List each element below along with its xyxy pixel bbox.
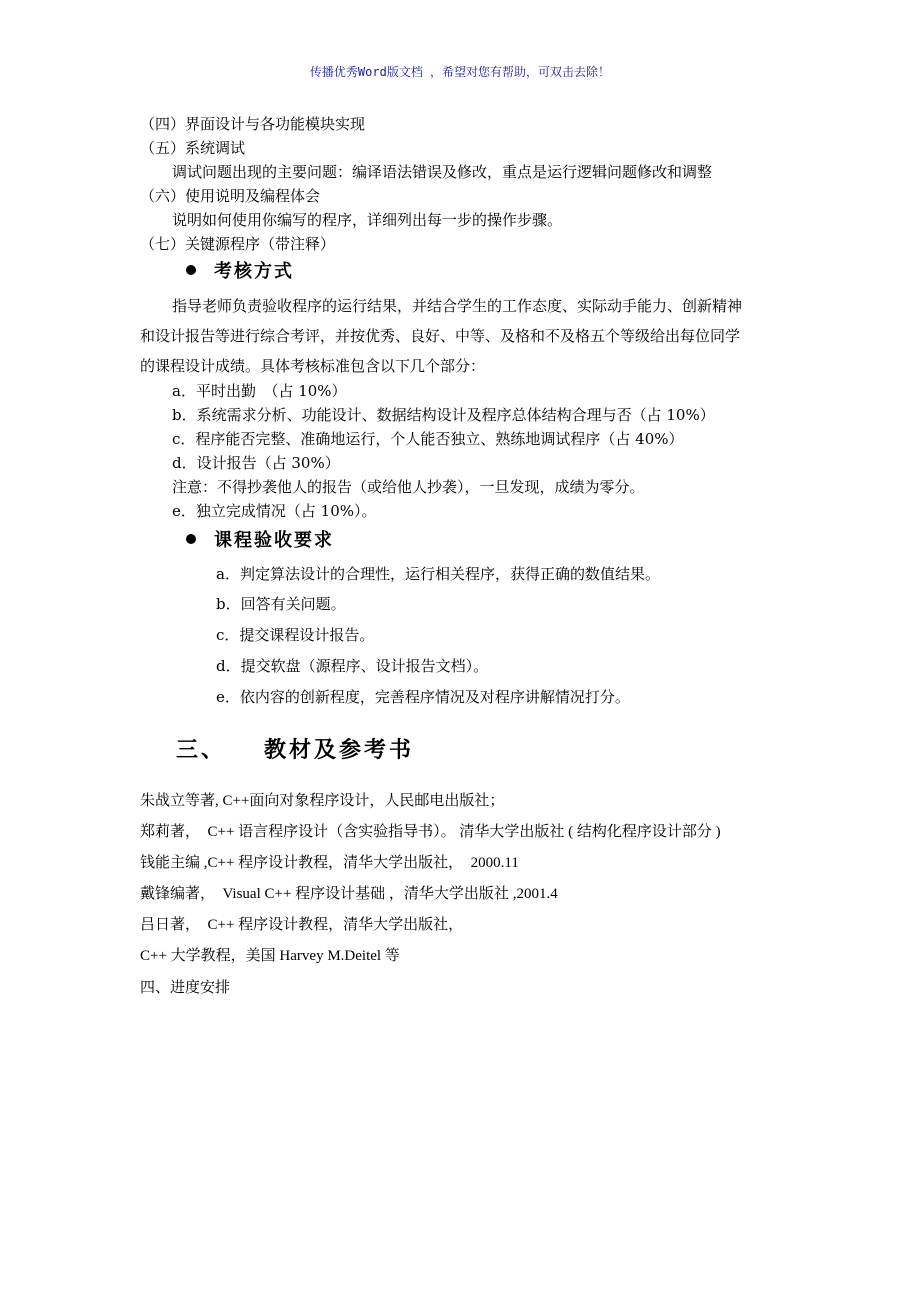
reference-item: 钱能主编 ,C++ 程序设计教程，清华大学出版社， 2000.11 bbox=[140, 855, 519, 871]
assessment-heading-text: 考核方式 bbox=[214, 261, 294, 282]
reference-item: 郑莉著， C++ 语言程序设计（含实验指导书）。 清华大学出版社 ( 结构化程序设计部分 ) bbox=[140, 824, 721, 840]
assessment-heading bbox=[186, 260, 294, 284]
assessment-paragraph-line-2: 和设计报告等进行综合考评，并按优秀、良好、中等、及格和不及格五个等级给出每位同学 bbox=[140, 327, 741, 345]
reference-item: C++ 大学教程，美国 Harvey M.Deitel 等 bbox=[140, 948, 400, 964]
bullet-dot-icon bbox=[186, 534, 196, 544]
reference-item: 朱战立等著, C++面向对象程序设计，人民邮电出版社； bbox=[140, 793, 505, 809]
reference-item: 吕日著， C++ 程序设计教程，清华大学出版社， bbox=[140, 917, 464, 933]
outline-item-5-desc: 调试问题出现的主要问题：编译语法错误及修改，重点是运行逻辑问题修改和调整 bbox=[172, 163, 713, 181]
assessment-note: 注意：不得抄袭他人的报告（或给他人抄袭），一旦发现，成绩为零分。 bbox=[172, 478, 645, 496]
section-3-number: 三、 bbox=[176, 737, 227, 763]
bullet-dot-icon bbox=[186, 265, 196, 275]
assessment-item: e．独立完成情况（占 10%）。 bbox=[172, 502, 377, 520]
assessment-item: d．设计报告（占 30%） bbox=[172, 454, 340, 472]
acceptance-heading bbox=[186, 529, 334, 553]
outline-item-6: （六）使用说明及编程体会 bbox=[140, 187, 321, 205]
section-3-title-text: 教材及参考书 bbox=[264, 737, 415, 763]
section-4-title: 四、进度安排 bbox=[140, 978, 231, 996]
acceptance-item: e．依内容的创新程度，完善程序情况及对程序讲解情况打分。 bbox=[216, 688, 630, 706]
outline-item-6-desc: 说明如何使用你编写的程序，详细列出每一步的操作步骤。 bbox=[172, 211, 563, 229]
acceptance-item: b．回答有关问题。 bbox=[216, 595, 346, 613]
assessment-item: a．平时出勤 （占 10%） bbox=[172, 382, 347, 400]
outline-item-5: （五）系统调试 bbox=[140, 139, 246, 157]
acceptance-item: d．提交软盘（源程序、设计报告文档）。 bbox=[216, 657, 489, 675]
acceptance-item: a．判定算法设计的合理性，运行相关程序，获得正确的数值结果。 bbox=[216, 565, 660, 583]
assessment-paragraph-line-1: 指导老师负责验收程序的运行结果，并结合学生的工作态度、实际动手能力、创新精神 bbox=[172, 297, 743, 315]
assessment-item: c．程序能否完整、准确地运行，个人能否独立、熟练地调试程序（占 40%） bbox=[172, 430, 684, 448]
acceptance-heading-text: 课程验收要求 bbox=[214, 530, 334, 551]
outline-item-7: （七）关键源程序（带注释） bbox=[140, 235, 336, 253]
acceptance-item: c．提交课程设计报告。 bbox=[216, 626, 375, 644]
assessment-paragraph-line-3: 的课程设计成绩。具体考核标准包含以下几个部分： bbox=[140, 357, 486, 375]
page-header-notice: 传播优秀Word版文档 ，希望对您有帮助，可双击去除！ bbox=[309, 65, 611, 79]
assessment-item: b．系统需求分析、功能设计、数据结构设计及程序总体结构合理与否（占 10%） bbox=[172, 406, 715, 424]
reference-item: 戴锋编著， Visual C++ 程序设计基础 ，清华大学出版社 ,2001.4 bbox=[140, 886, 558, 902]
section-3-title bbox=[176, 735, 414, 765]
outline-item-4: （四）界面设计与各功能模块实现 bbox=[140, 115, 366, 133]
